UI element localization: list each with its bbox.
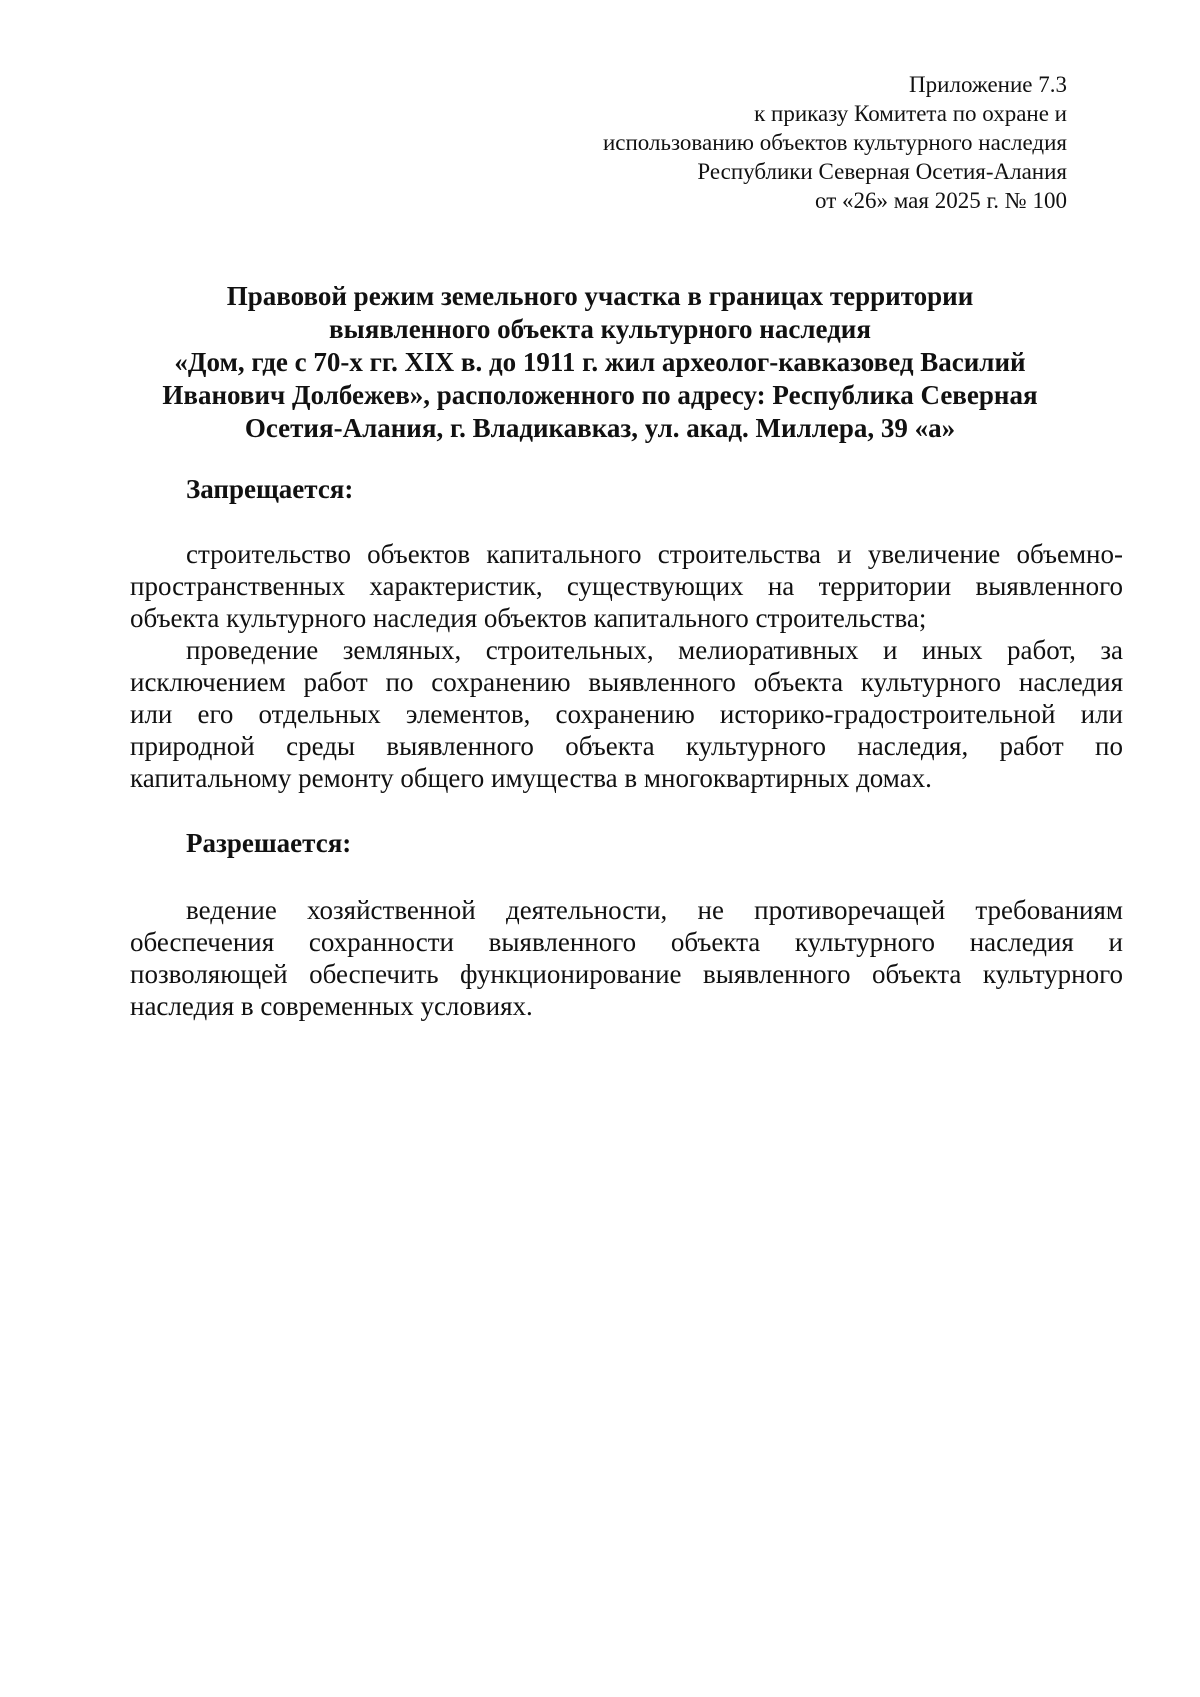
paragraph-line: строительство объектов капитального строительства и увеличение объемно- xyxy=(186,539,1123,569)
paragraph-line: позволяющей обеспечить функционирование выявленного объекта культурного xyxy=(130,959,1123,989)
permitted-section xyxy=(130,894,1123,1022)
paragraph-line: природной среды выявленного объекта культурного наследия, работ по xyxy=(130,731,1123,761)
order-reference-line: к приказу Комитета по охране и xyxy=(754,101,1067,126)
paragraph-line: объекта культурного наследия объектов капитального строительства; xyxy=(130,603,927,633)
paragraph-line: наследия в современных условиях. xyxy=(130,991,533,1021)
appendix-header xyxy=(603,70,1067,215)
document-title xyxy=(150,280,1050,445)
committee-name-line: использованию объектов культурного наследия xyxy=(602,130,1067,155)
paragraph-line: ведение хозяйственной деятельности, не противоречащей требованиям xyxy=(186,895,1123,925)
title-line: Осетия-Алания, г. Владикавказ, ул. акад. Миллера, 39 «а» xyxy=(244,413,956,443)
permitted-heading: Разрешается: xyxy=(186,828,352,858)
paragraph-line: пространственных характеристик, существующих на территории выявленного xyxy=(130,571,1123,601)
paragraph-line: проведение земляных, строительных, мелиоративных и иных работ, за xyxy=(186,635,1123,665)
paragraph-line: капитальному ремонту общего имущества в многоквартирных домах. xyxy=(130,763,932,793)
title-line: Правовой режим земельного участка в границах территории xyxy=(226,281,974,311)
title-line: Иванович Долбежев», расположенного по адресу: Республика Северная xyxy=(162,380,1038,410)
republic-name-line: Республики Северная Осетия-Алания xyxy=(697,159,1067,184)
paragraph-line: исключением работ по сохранению выявленного объекта культурного наследия xyxy=(130,667,1123,697)
prohibited-section xyxy=(130,538,1123,794)
title-line: «Дом, где с 70-х гг. XIX в. до 1911 г. жил археолог-кавказовед Василий xyxy=(174,347,1026,377)
paragraph-line: или его отдельных элементов, сохранению историко-градостроительной или xyxy=(130,699,1123,729)
title-line: выявленного объекта культурного наследия xyxy=(329,314,871,344)
prohibited-heading: Запрещается: xyxy=(186,474,354,504)
paragraph-line: обеспечения сохранности выявленного объекта культурного наследия и xyxy=(130,927,1123,957)
order-date-number: от «26» мая 2025 г. № 100 xyxy=(815,188,1067,213)
appendix-number: Приложение 7.3 xyxy=(909,72,1067,97)
